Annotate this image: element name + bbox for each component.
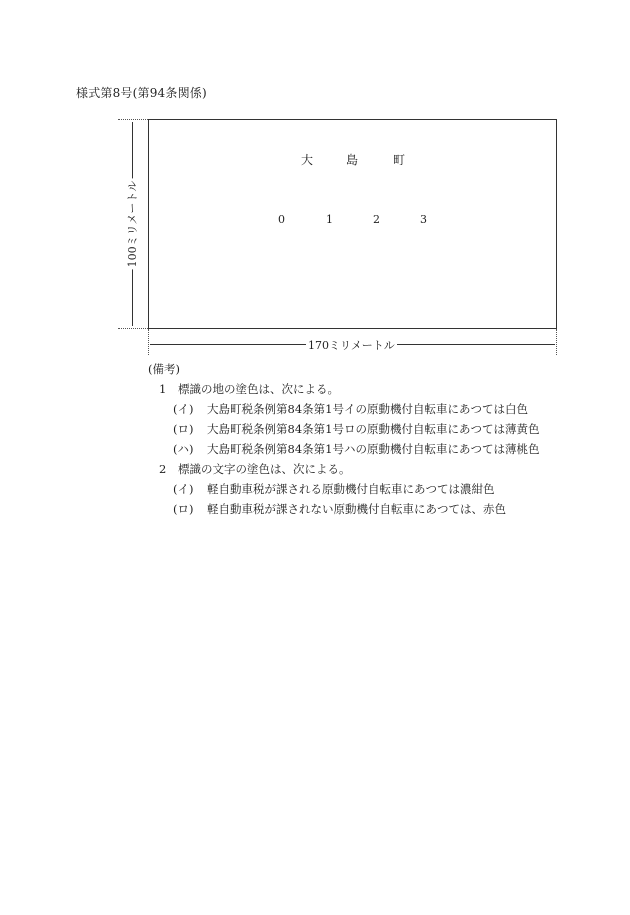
remark-item-text: 標識の地の塗色は、次による。 [178, 382, 339, 396]
height-extension-line-top [118, 119, 148, 120]
remark-item-number: 1 [159, 382, 167, 396]
plate-number-digit: 2 [373, 213, 380, 226]
remark-item-number: 2 [159, 462, 167, 476]
remark-subitem-marker: (ロ) [173, 422, 194, 436]
remark-subitem-marker: (ロ) [173, 502, 194, 516]
remarks-section [148, 359, 539, 519]
remark-subitem [148, 439, 539, 459]
height-dimension-label: 100ミリメートル [126, 180, 139, 268]
remark-subitem-marker: (イ) [173, 402, 194, 416]
width-extension-line-left [148, 329, 149, 355]
remark-subitem-text: 大島町税条例第84条第1号イの原動機付自転車にあつては白色 [207, 402, 528, 416]
plate-name-char: 大 [301, 153, 314, 167]
remark-subitem [148, 499, 539, 519]
width-extension-line-right [556, 329, 557, 355]
remark-subitem-marker: (イ) [173, 482, 194, 496]
height-extension-line-bottom [118, 328, 148, 329]
remark-item [148, 379, 539, 399]
plate-number-digit: 1 [326, 213, 333, 226]
plate-name-char: 島 [346, 153, 359, 167]
remark-subitem-marker: (ハ) [173, 442, 194, 456]
remark-subitem-text: 軽自動車税が課される原動機付自転車にあつては濃紺色 [207, 482, 495, 496]
plate-name-char: 町 [393, 153, 406, 167]
plate-number-digit: 3 [420, 213, 427, 226]
remark-subitem-text: 軽自動車税が課されない原動機付自転車にあつては、赤色 [207, 502, 506, 516]
plate-number-digit: 0 [278, 213, 285, 226]
remark-item [148, 459, 539, 479]
remark-subitem [148, 419, 539, 439]
remark-subitem-text: 大島町税条例第84条第1号ハの原動機付自転車にあつては薄桃色 [207, 442, 540, 456]
remark-subitem-text: 大島町税条例第84条第1号ロの原動機付自転車にあつては薄黄色 [207, 422, 540, 436]
remark-subitem [148, 479, 539, 499]
form-title: 様式第8号(第94条関係) [76, 86, 207, 100]
remarks-heading: (備考) [148, 362, 180, 376]
width-dimension-label: 170ミリメートル [308, 339, 395, 352]
remark-subitem [148, 399, 539, 419]
remark-item-text: 標識の文字の塗色は、次による。 [178, 462, 351, 476]
